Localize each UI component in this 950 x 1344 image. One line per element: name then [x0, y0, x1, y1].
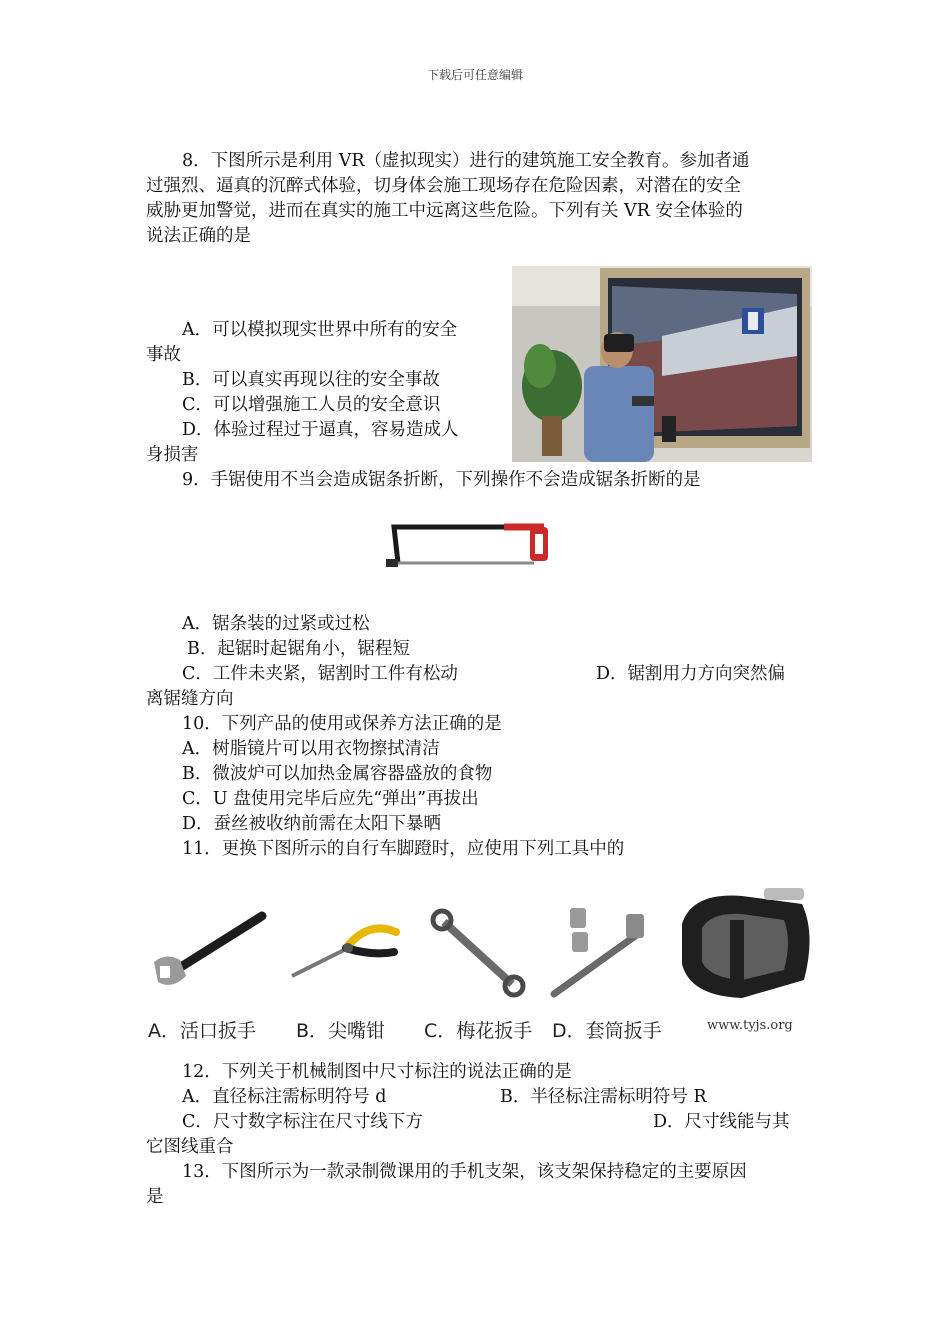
q8-option-d-cont: 身损害 [146, 445, 199, 465]
page-header: 下载后可任意编辑 [426, 68, 523, 82]
q8-option-b: B．可以真实再现以往的安全事故 [182, 370, 440, 390]
q13-stem-cont: 是 [146, 1187, 164, 1207]
q12-option-d-cont: 它图线重合 [146, 1137, 234, 1157]
watermark-url: www.tyjs.org [707, 1018, 793, 1033]
q11-stem: 11．更换下图所示的自行车脚蹬时，应使用下列工具中的 [182, 839, 625, 859]
hacksaw-image [384, 519, 560, 571]
bicycle-pedal-image [672, 884, 818, 1004]
q12-stem: 12．下列关于机械制图中尺寸标注的说法正确的是 [182, 1062, 572, 1082]
q13-stem: 13．下图所示为一款录制微课用的手机支架，该支架保持稳定的主要原因 [182, 1162, 747, 1182]
q12-option-c: C．尺寸数字标注在尺寸线下方 [182, 1112, 423, 1132]
q12-option-b: B．半径标注需标明符号 R [500, 1087, 707, 1107]
adjustable-wrench-image [146, 884, 276, 1000]
q12-option-a: A．直径标注需标明符号 d [182, 1087, 387, 1107]
q8-option-c: C．可以增强施工人员的安全意识 [182, 395, 441, 415]
q10-option-c: C．U 盘使用完毕后应先“弹出”再拔出 [182, 789, 479, 809]
socket-wrench-image [546, 904, 658, 1000]
vr-training-photo [512, 266, 812, 462]
q8-option-d: D．体验过程过于逼真，容易造成人 [182, 420, 459, 440]
q10-option-d: D．蚕丝被收纳前需在太阳下暴晒 [182, 814, 442, 834]
q9-option-b: B．起锯时起锯角小，锯程短 [187, 639, 410, 659]
q11-caption-c: C．梅花扳手 [424, 1020, 533, 1042]
q11-caption-b: B．尖嘴钳 [296, 1020, 386, 1042]
q11-caption-a: A．活口扳手 [148, 1020, 256, 1042]
needle-nose-pliers-image [288, 912, 400, 984]
box-end-wrench-image [428, 908, 528, 1000]
q8-option-a-cont: 事故 [146, 345, 181, 365]
q11-caption-d: D．套筒扳手 [552, 1020, 662, 1042]
q10-stem: 10．下列产品的使用或保养方法正确的是 [182, 714, 502, 734]
q9-option-c: C．工件未夹紧，锯割时工件有松动 [182, 664, 458, 684]
q12-option-d: D．尺寸线能与其 [653, 1112, 790, 1132]
q8-stem-line-3: 威胁更加警觉，进而在真实的施工中远离这些危险。下列有关 VR 安全体验的 [146, 201, 743, 221]
q8-stem-line-4: 说法正确的是 [146, 226, 251, 246]
q9-stem: 9．手锯使用不当会造成锯条折断，下列操作不会造成锯条折断的是 [182, 470, 701, 490]
q8-option-a: A．可以模拟现实世界中所有的安全 [182, 320, 458, 340]
q9-option-d-cont: 离锯缝方向 [146, 689, 234, 709]
q10-option-b: B．微波炉可以加热金属容器盛放的食物 [182, 764, 493, 784]
q8-stem-line-1: 8．下图所示是利用 VR（虚拟现实）进行的建筑施工安全教育。参加者通 [182, 151, 750, 171]
q9-option-d: D．锯割用力方向突然偏 [596, 664, 786, 684]
q10-option-a: A．树脂镜片可以用衣物擦拭清洁 [182, 739, 440, 759]
q8-stem-line-2: 过强烈、逼真的沉醉式体验，切身体会施工现场存在危险因素，对潜在的安全 [146, 176, 741, 196]
q9-option-a: A．锯条装的过紧或过松 [182, 614, 370, 634]
